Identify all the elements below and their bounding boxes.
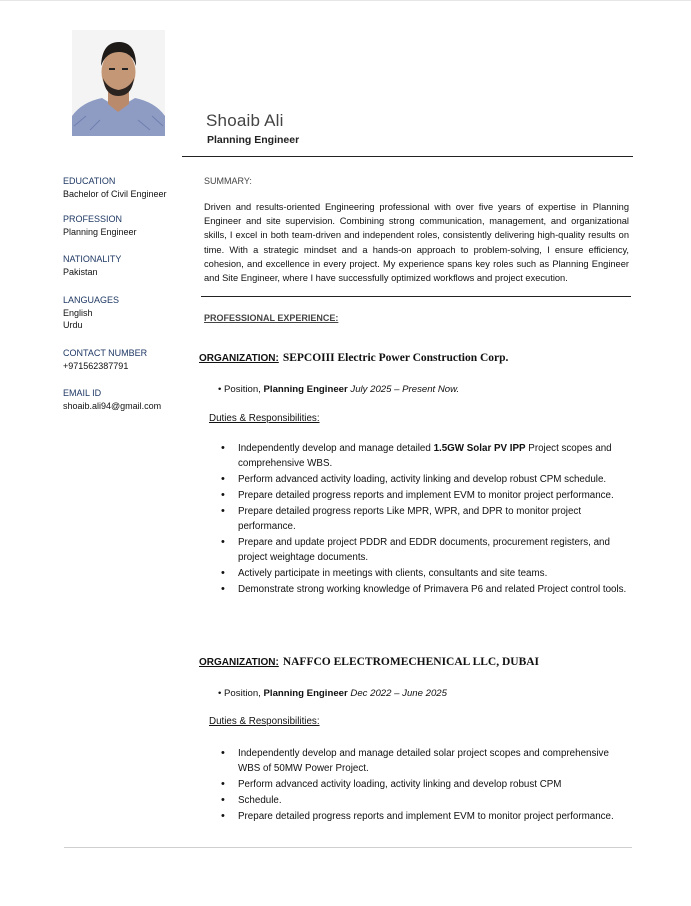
duties-heading: Duties & Responsibilities: — [209, 716, 320, 727]
language-item: English — [63, 307, 93, 318]
sidebar-profession — [63, 213, 183, 238]
education-label: EDUCATION — [63, 176, 116, 186]
position-line — [218, 688, 447, 699]
contact-value: +971562387791 — [63, 360, 129, 371]
nationality-value: Pakistan — [63, 266, 98, 277]
position-title: Planning Engineer — [263, 688, 348, 699]
organization-heading — [199, 352, 508, 364]
languages-label: LANGUAGES — [63, 295, 120, 305]
email-value: shoaib.ali94@gmail.com — [63, 400, 162, 411]
profession-label: PROFESSION — [63, 214, 123, 224]
position-label: Position, — [224, 384, 261, 395]
sidebar-contact — [63, 347, 183, 372]
position-dates: Dec 2022 – June 2025 — [350, 688, 447, 699]
list-item: • Independently develop and manage detailed solar project scopes and comprehensive WBS of 50MW Power Project. — [221, 746, 631, 776]
list-item: • Prepare and update project PDDR and EDDR documents, procurement registers, and project weightage documents. — [221, 535, 631, 565]
header-divider — [182, 156, 633, 157]
sidebar-languages — [63, 294, 183, 332]
organization-name: NAFFCO ELECTROMECHENICAL LLC, DUBAI — [282, 656, 540, 668]
profile-photo — [72, 30, 165, 136]
list-item: • Schedule. — [221, 793, 631, 808]
list-item: • Prepare detailed progress reports and implement EVM to monitor project performance. — [221, 809, 631, 824]
organization-heading — [199, 656, 539, 668]
duties-list — [221, 746, 631, 825]
candidate-role: Planning Engineer — [207, 134, 300, 146]
contact-label: CONTACT NUMBER — [63, 348, 148, 358]
list-item: • Perform advanced activity loading, activity linking and develop robust CPM — [221, 777, 631, 792]
summary-title: SUMMARY: — [204, 176, 252, 186]
sidebar-email — [63, 387, 193, 412]
position-line — [218, 384, 459, 395]
profession-value: Planning Engineer — [63, 226, 137, 237]
position-dates: July 2025 – Present Now. — [350, 384, 460, 395]
sidebar-education — [63, 175, 183, 200]
list-item: • Actively participate in meetings with clients, consultants and site teams. — [221, 566, 631, 581]
top-border — [0, 0, 691, 1]
footer-divider — [64, 847, 632, 848]
language-item: Urdu — [63, 320, 83, 330]
candidate-name: Shoaib Ali — [206, 111, 284, 130]
list-item: • Demonstrate strong working knowledge of Primavera P6 and related Project control tools. — [221, 582, 631, 597]
email-label: EMAIL ID — [63, 388, 102, 398]
list-item: • Prepare detailed progress reports and implement EVM to monitor project performance. — [221, 488, 631, 503]
sidebar-nationality — [63, 253, 183, 278]
duties-list — [221, 441, 631, 598]
nationality-label: NATIONALITY — [63, 254, 122, 264]
duties-heading: Duties & Responsibilities: — [209, 413, 320, 424]
summary-divider — [201, 296, 631, 297]
list-item: • Perform advanced activity loading, activity linking and develop robust CPM schedule. — [221, 472, 631, 487]
organization-label: ORGANIZATION: — [199, 657, 279, 668]
position-title: Planning Engineer — [263, 384, 348, 395]
profile-photo-icon — [72, 30, 165, 136]
education-value: Bachelor of Civil Engineer — [63, 188, 167, 199]
experience-title: PROFESSIONAL EXPERIENCE: — [204, 313, 339, 323]
summary-text: Driven and results-oriented Engineering professional with over five years of expertise in Planning Engineer and site supervision. Combining strong communication, management, and organizational skills, I excel in both team-driven and independent roles, consistently delivering high-quality results on time. With a strategic mindset and a hands-on approach to problem-solving, I ensure efficiency, cohesion, and excellence in every project. My experience spans key roles such as Planning Engineer and Site Engineer, where I have successfully optimized workflows and project execution. — [204, 202, 629, 284]
bullet-icon: • — [218, 384, 222, 395]
bullet-icon: • — [218, 688, 222, 699]
organization-label: ORGANIZATION: — [199, 353, 279, 364]
position-label: Position, — [224, 688, 261, 699]
organization-name: SEPCOIII Electric Power Construction Corp. — [282, 352, 509, 364]
list-item: • Prepare detailed progress reports Like MPR, WPR, and DPR to monitor project performance. — [221, 504, 631, 534]
list-item: • Independently develop and manage detailed 1.5GW Solar PV IPP Project scopes and comprehensive WBS. — [221, 441, 631, 471]
